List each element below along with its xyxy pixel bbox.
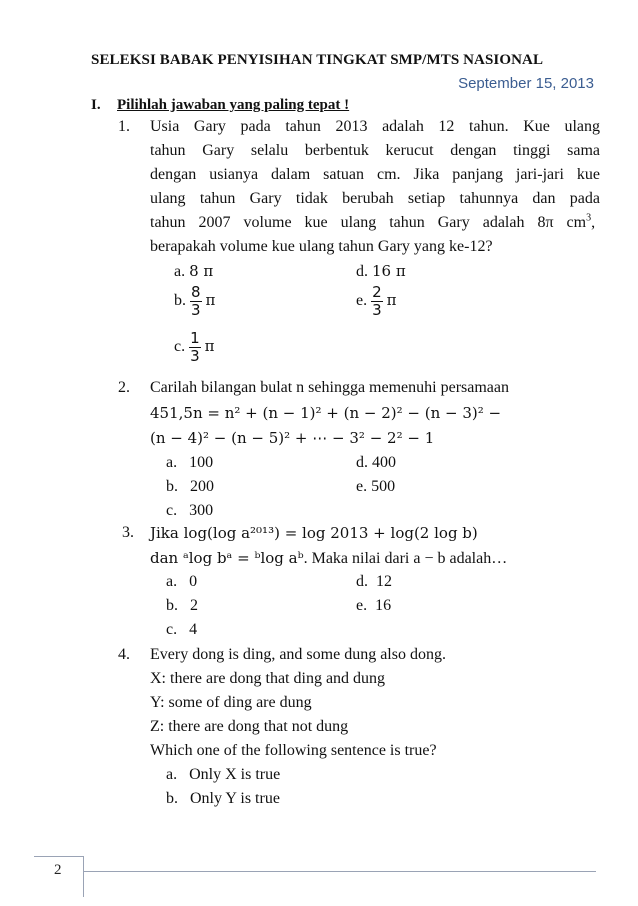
question-3-number: 3.	[122, 524, 134, 541]
option-value: 12	[376, 573, 392, 590]
option-value: 100	[189, 454, 214, 471]
q3-line-2-text: . Maka nilai dari a − b adalah…	[303, 550, 508, 567]
q1-line-5-text: tahun 2007 volume kue ulang tahun Gary adalah 8π cm	[150, 214, 587, 231]
q2-line-1: Carilah bilangan bulat n sehingga memenuhi persamaan	[150, 379, 509, 396]
q2-option-c	[166, 502, 213, 520]
option-value: 4	[189, 621, 198, 638]
q3-line-2	[150, 549, 507, 568]
question-1-number: 1.	[118, 118, 130, 135]
section-instruction: Pilihlah jawaban yang paling tepat !	[117, 97, 350, 113]
section-heading	[91, 97, 349, 114]
option-label: a.	[166, 573, 178, 590]
q4-option-b	[166, 790, 280, 808]
option-value: 400	[372, 454, 396, 471]
q4-line-4: Z: there are dong that not dung	[150, 718, 349, 735]
denominator: 3	[372, 301, 382, 319]
q2-line-2: 451,5n = n² + (n − 1)² + (n − 2)² − (n − 3)² −	[150, 404, 502, 422]
option-value: 500	[371, 478, 396, 495]
pi-symbol: π	[204, 337, 215, 356]
option-label: b.	[166, 597, 178, 614]
q3-option-e	[356, 597, 391, 615]
option-label: e.	[356, 478, 368, 495]
section-roman: I.	[91, 97, 101, 113]
fraction	[189, 330, 201, 365]
denominator: 3	[191, 301, 201, 319]
option-label: d.	[356, 573, 368, 590]
footer-divider	[83, 871, 596, 872]
option-label: d.	[356, 454, 368, 471]
option-value: Only X is true	[189, 766, 281, 783]
q3-option-b	[166, 597, 198, 615]
q1-option-a	[174, 262, 213, 281]
q3-line-1: Jika log(log a²⁰¹³) = log 2013 + log(2 log b)	[150, 524, 478, 542]
q3-option-c	[166, 621, 197, 639]
q1-option-b	[174, 284, 215, 319]
q1-cm-exponent: 3	[586, 212, 592, 224]
q1-line-5	[150, 214, 600, 232]
q4-line-1: Every dong is ding, and some dung also dong.	[150, 646, 446, 663]
q1-option-c	[174, 330, 215, 365]
q1-option-d	[356, 262, 406, 281]
option-label: c.	[174, 338, 186, 356]
q2-line-3: (n − 4)² − (n − 5)² + ⋯ − 3² − 2² − 1	[150, 429, 435, 447]
q1-line-3: dengan usianya dalam satuan cm. Jika panjang jari-jari kue	[150, 166, 600, 183]
q4-line-3: Y: some of ding are dung	[150, 694, 312, 711]
fraction	[371, 284, 383, 319]
q1-line-1: Usia Gary pada tahun 2013 adalah 12 tahun. Kue ulang	[150, 118, 600, 135]
pi-symbol: π	[386, 291, 397, 310]
option-value: 0	[189, 573, 198, 590]
option-label: e.	[356, 292, 368, 310]
option-value: 300	[189, 502, 214, 519]
option-value: 16	[375, 597, 392, 614]
q3-option-a	[166, 573, 197, 591]
question-4-number: 4.	[118, 646, 130, 663]
option-value: 2	[190, 597, 198, 614]
option-label: e.	[356, 597, 368, 614]
option-value: 16 π	[372, 262, 406, 280]
q4-line-2: X: there are dong that ding and dung	[150, 670, 386, 687]
pi-symbol: π	[205, 291, 216, 310]
page-number: 2	[54, 862, 62, 878]
question-2-number: 2.	[118, 379, 130, 396]
header-date: September 15, 2013	[458, 75, 594, 92]
numerator: 8	[191, 283, 201, 301]
option-label: d.	[356, 263, 368, 280]
q2-option-b	[166, 478, 214, 496]
option-label: b.	[174, 292, 186, 310]
numerator: 1	[190, 329, 200, 347]
q2-option-a	[166, 454, 213, 472]
q4-option-a	[166, 766, 280, 784]
q4-line-5: Which one of the following sentence is true?	[150, 742, 437, 759]
option-label: a.	[174, 263, 186, 280]
option-label: a.	[166, 766, 178, 783]
q2-option-e	[356, 478, 395, 496]
q3-option-d	[356, 573, 392, 591]
numerator: 2	[372, 283, 382, 301]
option-value: 200	[190, 478, 214, 495]
q2-option-d	[356, 454, 396, 472]
option-value: Only Y is true	[190, 790, 280, 807]
option-value: 8 π	[189, 262, 214, 280]
option-label: a.	[166, 454, 178, 471]
q1-line-4: ulang tahun Gary tidak berubah setiap tahunnya dan pada	[150, 190, 600, 207]
fraction	[190, 284, 202, 319]
q3-line-2-math: dan ᵃlog bᵃ = ᵇlog aᵇ	[150, 549, 304, 567]
q1-comma: ,	[591, 214, 596, 231]
q1-option-e	[356, 284, 397, 319]
header-title: SELEKSI BABAK PENYISIHAN TINGKAT SMP/MTS NASIONAL	[91, 52, 544, 68]
option-label: c.	[166, 621, 178, 638]
option-label: c.	[166, 502, 178, 519]
q1-line-6: berapakah volume kue ulang tahun Gary yang ke-12?	[150, 238, 493, 255]
q1-line-2: tahun Gary selalu berbentuk kerucut dengan tinggi sama	[150, 142, 600, 159]
denominator: 3	[190, 347, 200, 365]
option-label: b.	[166, 478, 178, 495]
option-label: b.	[166, 790, 178, 807]
